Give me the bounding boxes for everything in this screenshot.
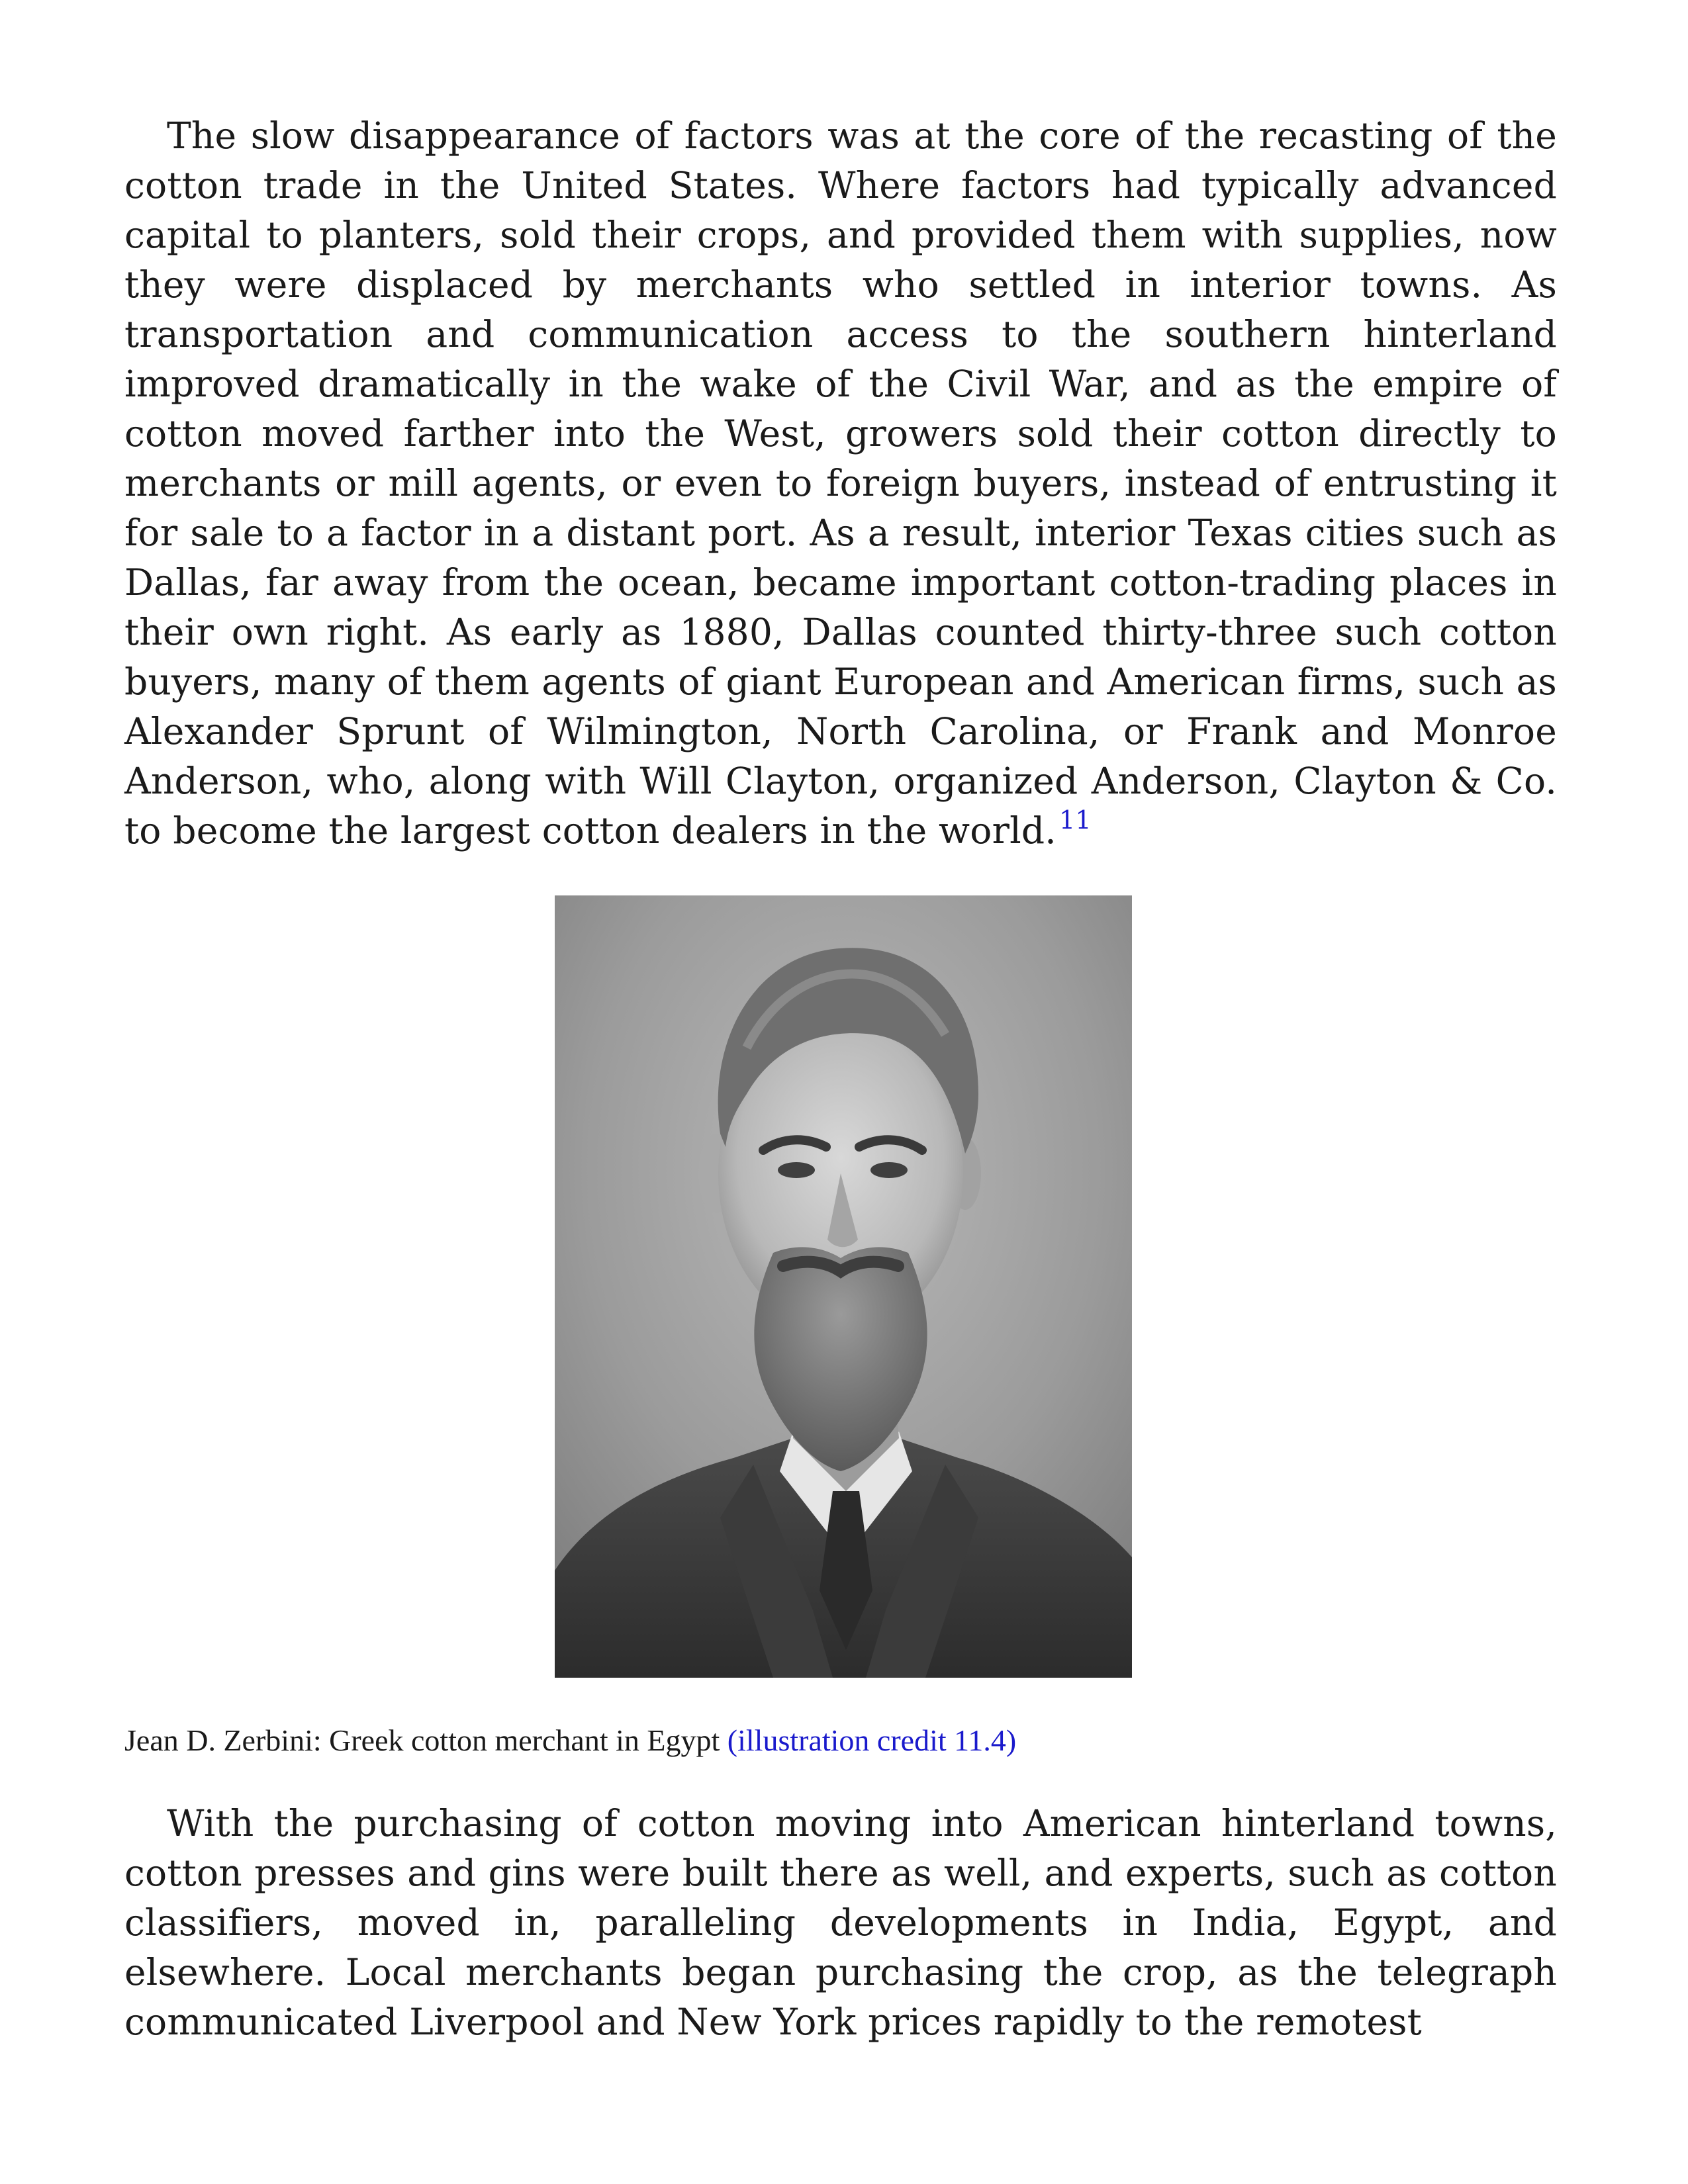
footnote-link-11[interactable]: 11 (1059, 805, 1092, 835)
body-paragraph-1 (124, 111, 1557, 856)
figure-caption (124, 1721, 1557, 1760)
body-paragraph-2 (124, 1799, 1557, 2047)
caption-text: Jean D. Zerbini: Greek cotton merchant in Egypt (124, 1723, 720, 1757)
illustration-credit-link[interactable]: (illustration credit 11.4) (727, 1723, 1017, 1757)
portrait-photo (555, 895, 1132, 1678)
paragraph-1-text: The slow disappearance of factors was at the core of the recasting of the cotton trade in the United States. Where factors had typically advanced capital to planters, sold their crops, and provided them with supplies, now they were displaced by merchants who settled in interior towns. As transportation and communication access to the southern hinterland improved dramatically in the wake of the Civil War, and as the empire of cotton moved farther into the West, growers sold their cotton directly to merchants or mill agents, or even to foreign buyers, instead of entrusting it for sale to a factor in a distant port. As a result, interior Texas cities such as Dallas, far away from the ocean, became important cotton-trading places in their own right. As early as 1880, Dallas counted thirty-three such cotton buyers, many of them agents of giant European and American firms, such as Alexander Sprunt of Wilmington, North Carolina, or Frank and Monroe Anderson, who, along with Will Clayton, organized Anderson, Clayton & Co. to become the largest cotton dealers in the world. (124, 114, 1557, 852)
paragraph-2-text: With the purchasing of cotton moving into American hinterland towns, cotton presses and gins were built there as well, and experts, such as cotton classifiers, moved in, paralleling developments in India, Egypt, and elsewhere. Local merchants began purchasing the crop, as the telegraph communicated Liverpool and New York prices rapidly to the remotest (124, 1802, 1557, 2043)
